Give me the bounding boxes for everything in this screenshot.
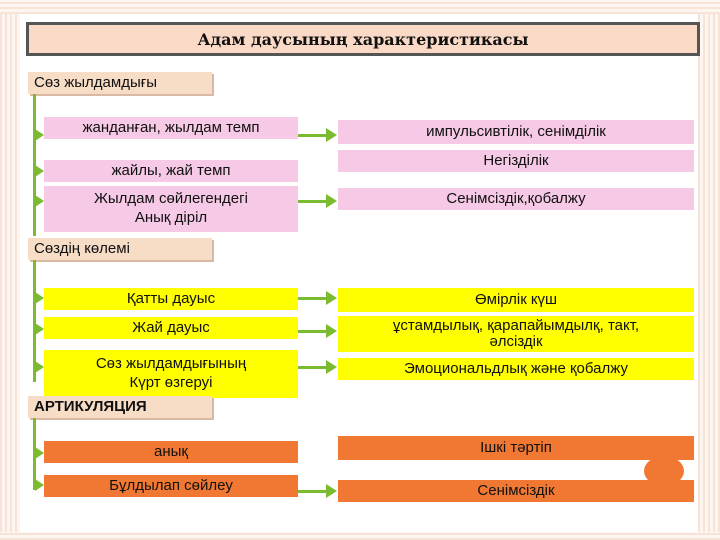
volume-right-box-3 <box>338 358 694 380</box>
articulation-connector-2 <box>298 490 328 493</box>
volume-left-text-3b: Күрт өзгеруі <box>129 374 213 391</box>
volume-connector-2 <box>298 330 328 333</box>
volume-left-text-2: Жай дауыс <box>132 318 210 336</box>
volume-arrow-2 <box>35 323 44 335</box>
volume-connector-1 <box>298 297 328 300</box>
speed-connector-3 <box>298 200 328 203</box>
articulation-connector-arrow-2 <box>326 484 337 498</box>
speed-left-text-1: жанданған, жылдам темп <box>82 118 260 136</box>
volume-right-text-2b: әлсіздік <box>489 333 543 350</box>
articulation-right-box-2 <box>338 480 694 502</box>
articulation-arrow-2 <box>35 479 44 491</box>
volume-arrow-1 <box>35 292 44 304</box>
volume-connector-arrow-2 <box>326 324 337 338</box>
speed-arrow-3 <box>35 195 44 207</box>
articulation-left-box-2 <box>44 475 298 497</box>
speed-right-box-2 <box>338 150 694 172</box>
speed-left-box-1 <box>44 117 298 139</box>
speed-right-text-3: Сенімсіздік,қобалжу <box>446 189 586 207</box>
volume-connector-3 <box>298 366 328 369</box>
speed-arrow-1 <box>35 129 44 141</box>
articulation-right-text-1: Ішкі тәртіп <box>480 438 552 456</box>
section-articulation-label: АРТИКУЛЯЦИЯ <box>28 396 212 418</box>
speed-connector-arrow-1 <box>326 128 337 142</box>
volume-left-text-1: Қатты дауыс <box>126 289 216 307</box>
frame-top-border <box>0 0 720 14</box>
speed-arrow-2 <box>35 165 44 177</box>
articulation-right-box-1 <box>338 436 694 460</box>
volume-left-text-3a: Сөз жылдамдығының <box>95 355 247 373</box>
articulation-left-text-1: анық <box>154 442 188 460</box>
slide-number-badge <box>644 456 684 486</box>
volume-connector-arrow-1 <box>326 291 337 305</box>
volume-arrow-3 <box>35 361 44 373</box>
speed-left-text-3a: Жылдам сөйлегендегі <box>94 190 248 208</box>
section-speed-label: Сөз жылдамдығы <box>28 72 212 94</box>
speed-left-text-3b: Анық діріл <box>134 209 208 226</box>
speed-left-box-2 <box>44 160 298 182</box>
speed-right-text-2: Негізділік <box>483 151 549 169</box>
volume-right-text-2a: ұстамдылық, қарапайымдылқ, такт, <box>392 316 640 334</box>
frame-left-border <box>0 0 20 540</box>
articulation-right-text-2: Сенімсіздік <box>477 481 555 499</box>
frame-right-border <box>698 0 720 540</box>
volume-connector-arrow-3 <box>326 360 337 374</box>
speed-connector-arrow-3 <box>326 194 337 208</box>
volume-left-box-1 <box>44 288 298 310</box>
section-volume-label: Сөздің көлемі <box>28 238 212 260</box>
articulation-left-text-2: Бұлдылап сөйлеу <box>109 476 233 494</box>
volume-right-box-2 <box>338 316 694 352</box>
speed-right-box-3 <box>338 188 694 210</box>
articulation-left-box-1 <box>44 441 298 463</box>
speed-left-box-3 <box>44 186 298 232</box>
volume-right-box-1 <box>338 288 694 312</box>
frame-bottom-border <box>0 532 720 540</box>
speed-left-text-2: жайлы, жай темп <box>111 161 231 179</box>
articulation-arrow-1 <box>35 447 44 459</box>
speed-right-text-1: импульсивтілік, сенімділік <box>426 122 606 140</box>
speed-connector-1 <box>298 134 328 137</box>
volume-right-text-1: Өмірлік күш <box>474 290 558 308</box>
volume-left-box-3 <box>44 350 298 398</box>
volume-right-text-3: Эмоциональдлық және қобалжу <box>404 359 628 377</box>
slide-title: Адам даусының характеристикасы <box>26 22 700 56</box>
speed-right-box-1 <box>338 120 694 144</box>
volume-left-box-2 <box>44 317 298 339</box>
